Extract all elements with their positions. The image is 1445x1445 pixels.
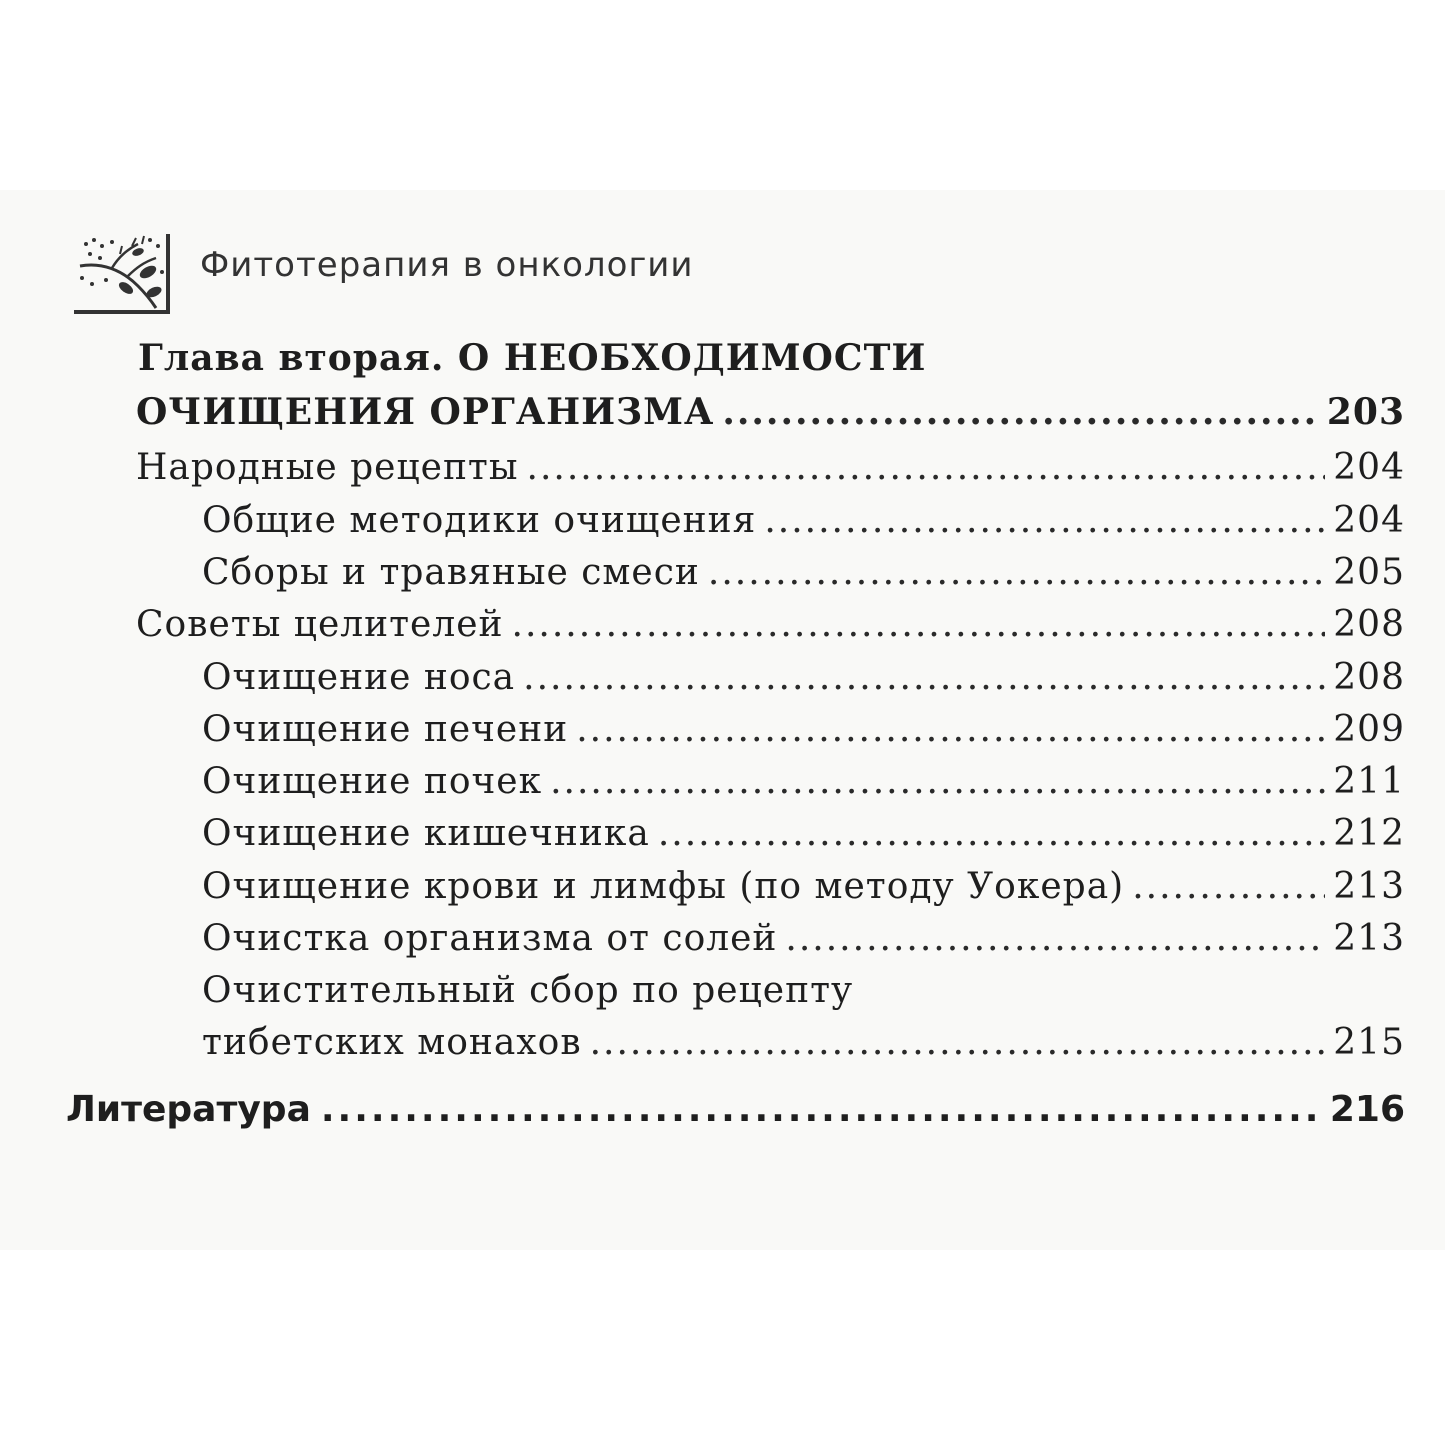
toc-page-number: 203 <box>1326 391 1405 433</box>
toc-entry-title: тибетских монахов <box>202 1022 582 1063</box>
toc-entry[interactable] <box>202 1021 1405 1065</box>
toc-entry-title: Советы целителей <box>136 604 504 645</box>
toc-entry[interactable] <box>202 760 1405 804</box>
toc-entry[interactable] <box>202 499 1405 543</box>
dot-leader <box>527 446 1326 490</box>
toc-entry-title: Общие методики очищения <box>202 500 757 541</box>
toc-page-number: 212 <box>1333 813 1405 854</box>
dot-leader <box>523 656 1325 700</box>
toc-entry[interactable] <box>202 656 1405 700</box>
toc-entry-title: Литература <box>66 1089 311 1130</box>
dot-leader <box>576 708 1325 752</box>
toc-entry-title: Очищение крови и лимфы (по методу Уокера) <box>202 866 1125 907</box>
toc-page-number: 213 <box>1333 866 1405 907</box>
running-head: Фитотерапия в онкологии <box>200 245 694 285</box>
toc-page-number: 213 <box>1333 918 1405 959</box>
dot-leader <box>321 1088 1320 1132</box>
toc-page-number: 209 <box>1333 709 1405 750</box>
toc-entry-chapter[interactable] <box>136 390 1405 434</box>
toc-page-number: 204 <box>1333 447 1405 488</box>
plant-branch-icon <box>72 232 172 314</box>
dot-leader <box>708 551 1325 595</box>
toc-page-number: 211 <box>1333 761 1405 802</box>
dot-leader <box>658 812 1325 856</box>
toc-entry[interactable] <box>136 603 1405 647</box>
dot-leader <box>785 917 1325 961</box>
toc-entry[interactable] <box>202 551 1405 595</box>
toc-entry-title: Сборы и травяные смеси <box>202 552 700 593</box>
toc-page-number: 216 <box>1329 1089 1405 1130</box>
toc-entry-title: Народные рецепты <box>136 447 519 488</box>
toc-page-number: 205 <box>1333 552 1405 593</box>
dot-leader <box>1132 865 1325 909</box>
toc-page-number: 208 <box>1333 604 1405 645</box>
toc-page-number: 208 <box>1333 657 1405 698</box>
toc-entry-title: Очищение кишечника <box>202 813 650 854</box>
toc-entry-title: ОЧИЩЕНИЯ ОРГАНИЗМА <box>136 391 715 433</box>
chapter-title-line1: Глава вторая. О НЕОБХОДИМОСТИ <box>138 337 927 379</box>
toc-entry[interactable] <box>202 708 1405 752</box>
toc-entry-title: Очистка организма от солей <box>202 918 778 959</box>
toc-entry-title: Очищение почек <box>202 761 543 802</box>
dot-leader <box>764 499 1325 543</box>
dot-leader <box>722 390 1319 434</box>
toc-entry-literature[interactable] <box>66 1088 1405 1132</box>
toc-page-number: 215 <box>1333 1022 1405 1063</box>
toc-page-number: 204 <box>1333 500 1405 541</box>
toc-entry[interactable] <box>202 865 1405 909</box>
dot-leader <box>590 1021 1326 1065</box>
toc-entry-title: Очищение носа <box>202 657 516 698</box>
toc-entry-title-line1: Очистительный сбор по рецепту <box>202 970 854 1011</box>
dot-leader <box>512 603 1326 647</box>
toc-entry[interactable] <box>202 812 1405 856</box>
toc-entry-title: Очищение печени <box>202 709 569 750</box>
toc-entry[interactable] <box>136 446 1405 490</box>
dot-leader <box>550 760 1325 804</box>
toc-entry[interactable] <box>202 917 1405 961</box>
